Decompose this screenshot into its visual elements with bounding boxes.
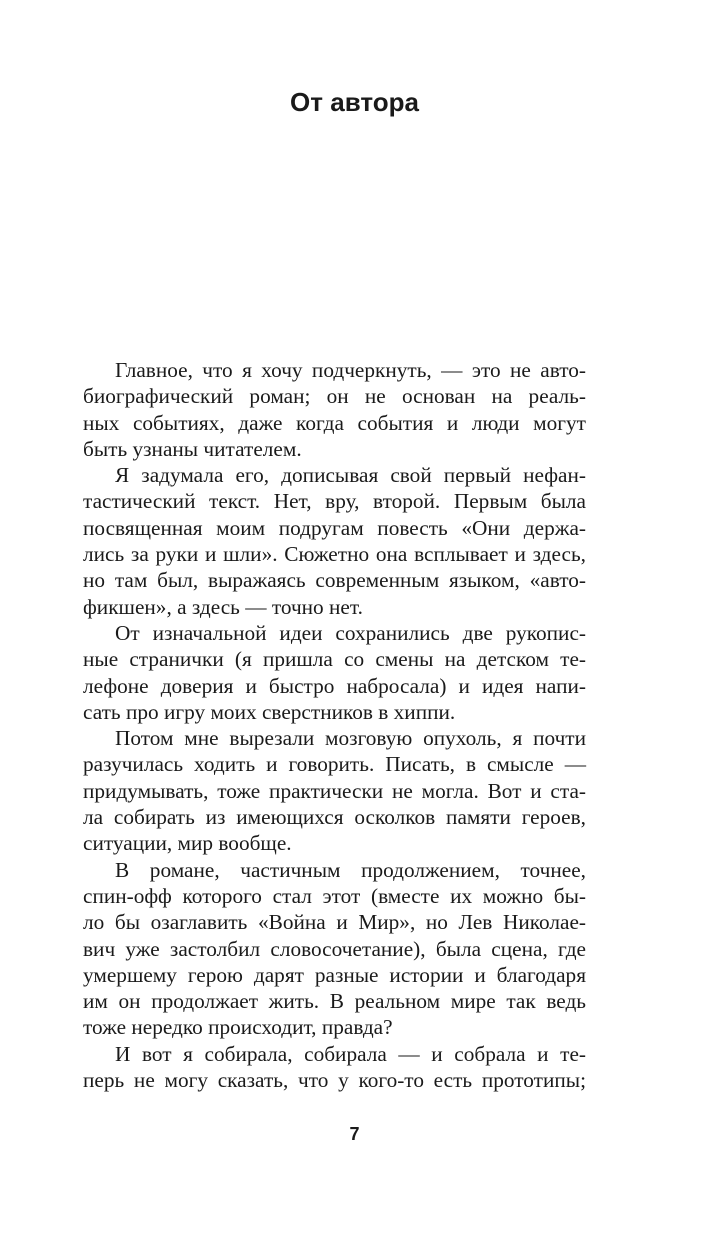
text-line: им он продолжает жить. В реальном мире так ведь: [83, 989, 586, 1014]
text-line: тоже нередко происходит, правда?: [83, 1015, 393, 1040]
text-line: лефоне доверия и быстро набросала) и идея напи-: [83, 673, 586, 698]
text-line: И вот я собирала, собирала — и собрала и те-: [115, 1041, 586, 1066]
text-line: но там был, выражаясь современным языком, «авто-: [83, 568, 586, 593]
text-line: умершему герою дарят разные истории и благодаря: [83, 962, 586, 987]
text-line: ных событиях, даже когда события и люди могут: [83, 410, 586, 435]
text-line: спин-офф которого стал этот (вместе их можно бы-: [83, 883, 586, 908]
text-line: посвященная моим подругам повесть «Они держа-: [83, 515, 586, 540]
text-line: лись за руки и шли». Сюжетно она всплывает и здесь,: [83, 542, 586, 567]
text-line: придумывать, тоже практически не могла. Вот и ста-: [83, 778, 586, 803]
body-text: [83, 357, 586, 1093]
text-line: ло бы озаглавить «Война и Мир», но Лев Николае-: [83, 910, 586, 935]
text-line: разучилась ходить и говорить. Писать, в смысле —: [83, 752, 586, 777]
text-line: тастический текст. Нет, вру, второй. Первым была: [83, 489, 586, 514]
text-line: быть узнаны читателем.: [83, 436, 302, 461]
text-line: ла собирать из имеющихся осколков памяти героев,: [83, 805, 586, 830]
chapter-title: От автора: [290, 87, 419, 117]
text-line: биографический роман; он не основан на реаль-: [83, 384, 586, 409]
text-line: Главное, что я хочу подчеркнуть, — это не авто-: [115, 358, 586, 382]
page-number: 7: [349, 1124, 360, 1144]
text-line: ситуации, мир вообще.: [83, 831, 292, 856]
text-line: Потом мне вырезали мозговую опухоль, я почти: [115, 726, 586, 751]
text-line: перь не могу сказать, что у кого-то есть прототипы;: [83, 1068, 586, 1093]
text-line: фикшен», а здесь — точно нет.: [83, 594, 363, 619]
text-line: От изначальной идеи сохранились две рукопис-: [115, 620, 586, 645]
text-line: ные странички (я пришла со смены на детском те-: [83, 647, 586, 672]
text-line: Я задумала его, дописывая свой первый нефан-: [115, 463, 586, 488]
text-line: вич уже застолбил словосочетание), была сцена, где: [83, 936, 586, 961]
text-line: сать про игру моих сверстников в хиппи.: [83, 699, 456, 724]
text-line: В романе, частичным продолжением, точнее,: [115, 857, 586, 882]
